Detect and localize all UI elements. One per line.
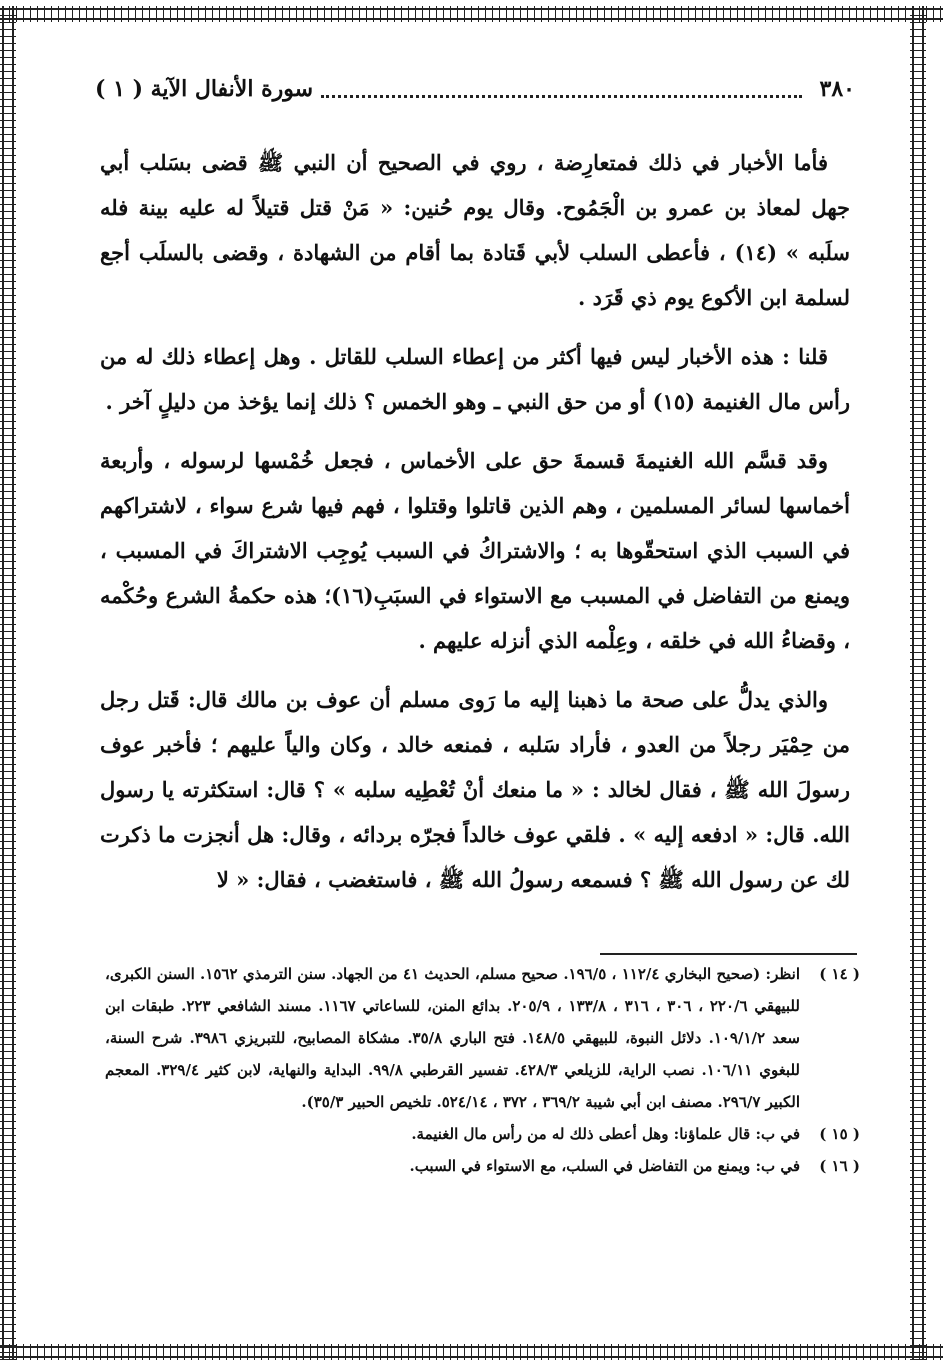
footnote-separator xyxy=(600,953,857,955)
footnote-number: ( ١٥ ) xyxy=(819,1125,860,1143)
top-ornamental-border xyxy=(0,6,943,22)
footnote xyxy=(105,958,860,1118)
header-leader-dots xyxy=(321,81,801,98)
footnote xyxy=(105,1118,860,1150)
right-ornamental-border xyxy=(910,6,926,1360)
footnote-number: ( ١٦ ) xyxy=(819,1157,860,1175)
page-number: ٣٨٠ xyxy=(819,76,855,102)
footnote-number: ( ١٤ ) xyxy=(819,965,860,983)
footnote xyxy=(105,1150,860,1182)
footnote-text: انظر: (صحيح البخاري ١١٢/٤ ، ١٩٦/٥. صحيح مسلم، الحديث ٤١ من الجهاد. سنن الترمذي ١٥٦٢. السنن الكبرى، للبيهقي ٢٢٠/٦ ، ٣٠٦ ، ٣١٦ ، ١٣٣/٨ ، ٢٠٥/٩. بدائع المنن، للساعاتي ١١٦٧. مسند الشافعي ٢٢٣. طبقات ابن سعد ١٠٩/١/٢. دلائل النبوة، للبيهقي ١٤٨/٥. فتح الباري ٣٥/٨. مشكاة المصابيح، للتبريزي ٣٩٨٦. شرح السنة، للبغوي ١٠٦/١١. نصب الراية، للزيلعي ٤٢٨/٣. تفسير القرطبي ٩٩/٨. البداية والنهاية، لابن كثير ٣٢٩/٤. المعجم الكبير ٢٩٦/٧. مصنف ابن أبي شيبة ٣٦٩/٢ ، ٣٧٢ ، ٥٢٤/١٤. تلخيص الحبير ٣٥/٣). xyxy=(105,965,800,1111)
left-ornamental-border xyxy=(0,6,16,1360)
paragraph: قلنا : هذه الأخبار ليس فيها أكثر من إعطاء السلب للقاتل . وهل إعطاء ذلك له من رأس مال الغنيمة (١٥) أو من حق النبي ـ وهو الخمس ؟ ذلك إنما يؤخذ من دليلٍ آخر . xyxy=(100,344,850,414)
paragraph: والذي يدلُّ على صحة ما ذهبنا إليه ما رَوى مسلم أن عوف بن مالك قال: قَتل رجل من حِمْيَر رجلاً من العدو ، فأراد سَلبه ، فمنعه خالد ، وكان والياً عليهم ؛ فأخبر عوف رسولَ الله ﷺ ، فقال لخالد : « ما منعك أنْ تُعْطِيه سلبه » ؟ قال: استكثرته يا رسول الله. قال: « ادفعه إليه » . فلقي عوف خالداً فجرّه بردائه ، وقال: هل أنجزت ما ذكرت لك عن رسول الله ﷺ ؟ فسمعه رسولُ الله ﷺ ، فاستغضب ، فقال: « لا xyxy=(100,687,850,892)
header-title: سورة الأنفال الآية ( ١ ) xyxy=(95,76,314,102)
bottom-ornamental-border xyxy=(0,1344,943,1360)
footnotes xyxy=(105,958,860,1182)
paragraph: وقد قسَّم الله الغنيمةَ قسمةَ حق على الأخماس ، فجعل خُمْسها لرسوله ، وأربعة أخماسها لسائر المسلمين ، وهم الذين قاتلوا وقتلوا ، فهم فيها شرع سواء ، لاشتراكهم في السبب الذي استحقّوها به ؛ والاشتراكُ في السبب يُوجِب الاشتراكَ في المسبب ، ويمنع من التفاضل في المسبب مع الاستواء في السبَبِ(١٦)؛ هذه حكمةُ الشرع وحُكْمه ، وقضاءُ الله في خلقه ، وعِلْمه الذي أنزله عليهم . xyxy=(100,448,850,653)
main-text xyxy=(100,140,850,916)
paragraph: فأما الأخبار في ذلك فمتعارِضة ، روي في الصحيح أن النبي ﷺ قضى بسَلب أبي جهل لمعاذ بن عمرو بن الْجَمُوح. وقال يوم حُنين: « مَنْ قتل قتيلاً له عليه بينة فله سلَبه » (١٤) ، فأعطى السلب لأبي قَتادة بما أقام من الشهادة ، وقضى بالسلَب أجع لسلمة ابن الأكوع يوم ذي قَرَد . xyxy=(100,150,851,310)
footnote-text: في ب: ويمنع من التفاضل في السلب، مع الاستواء في السبب. xyxy=(409,1157,800,1175)
footnote-text: في ب: قال علماؤنا: وهل أعطى ذلك له من رأس مال الغنيمة. xyxy=(411,1125,800,1143)
running-header xyxy=(95,72,855,106)
